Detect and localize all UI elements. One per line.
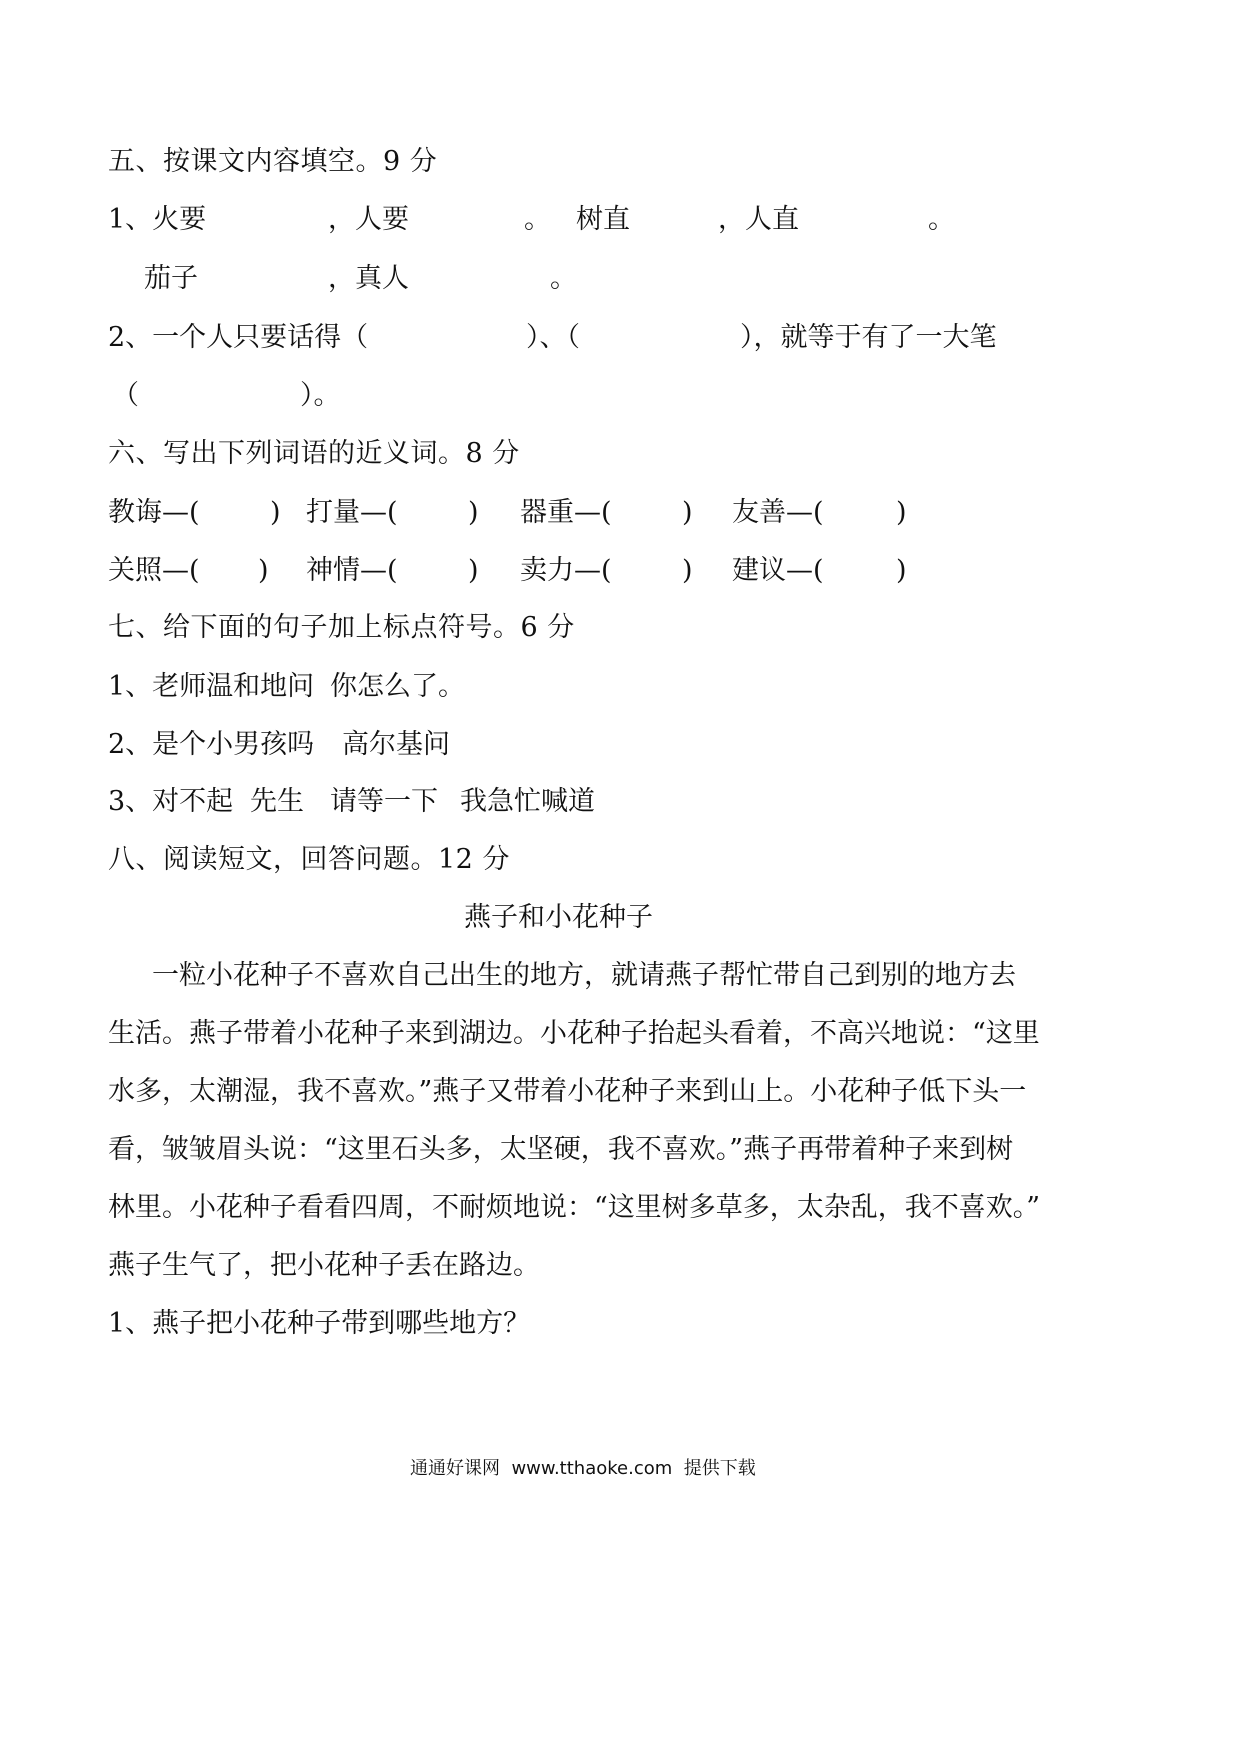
s6-row1-close3: )	[682, 497, 693, 528]
s6-row2-word2: 神情—(	[306, 555, 398, 586]
s5-q2-part-b: ）、（	[526, 322, 580, 353]
s6-row1-word1: 教诲—(	[108, 497, 200, 528]
s7-sentence3-b: 先生	[250, 786, 304, 817]
s5-q1-part-b: ，人要	[328, 204, 409, 235]
story-paragraph-line: 林里。小花种子看看四周，不耐烦地说：“这里树多草多，太杂乱，我不喜欢。”	[108, 1192, 1041, 1223]
s6-row1-word3: 器重—(	[520, 497, 612, 528]
s6-row2-close3: )	[682, 555, 693, 586]
story-paragraph-line: 一粒小花种子不喜欢自己出生的地方，就请燕子帮忙带自己到别的地方去	[152, 960, 1016, 991]
s6-row1-word2: 打量—(	[306, 497, 398, 528]
story-paragraph-line: 燕子生气了，把小花种子丢在路边。	[108, 1250, 540, 1281]
s6-row1-word4: 友善—(	[732, 497, 824, 528]
s6-row2-word1: 关照—(	[108, 555, 200, 586]
reading-question-1: 1、燕子把小花种子带到哪些地方？	[108, 1308, 531, 1339]
s5-q2-part-c: ），就等于有了一大笔	[740, 322, 997, 353]
s6-row2-close2: )	[468, 555, 479, 586]
section5-heading: 五、按课文内容填空。9 分	[108, 146, 438, 177]
story-paragraph-line: 看，皱皱眉头说：“这里石头多，太坚硬，我不喜欢。”燕子再带着种子来到树	[108, 1134, 1014, 1165]
s6-row1-close2: )	[468, 497, 479, 528]
s6-row1-close1: )	[270, 497, 281, 528]
s5-q1-line2-b: ，真人	[328, 263, 409, 294]
s5-q1-part-a: 1、火要	[108, 204, 207, 235]
story-paragraph-line: 水多，太潮湿，我不喜欢。”燕子又带着小花种子来到山上。小花种子低下头一	[108, 1076, 1027, 1107]
s5-q1-part-f: 。	[928, 204, 955, 235]
s5-q1-part-e: ，人直	[718, 204, 799, 235]
s5-q1-line2-a: 茄子	[144, 263, 198, 294]
s6-row2-close1: )	[258, 555, 269, 586]
s6-row2-close4: )	[896, 555, 907, 586]
page-footer: 通通好课网 www.tthaoke.com 提供下载	[410, 1458, 756, 1479]
s7-sentence1-a: 1、老师温和地问	[108, 671, 315, 702]
s7-sentence2-b: 高尔基问	[342, 729, 450, 760]
s7-sentence3-c: 请等一下	[330, 786, 438, 817]
story-title: 燕子和小花种子	[464, 902, 653, 933]
s5-q2-part-a: 2、一个人只要话得（	[108, 322, 369, 353]
section6-heading: 六、写出下列词语的近义词。8 分	[108, 438, 520, 469]
section8-heading: 八、阅读短文，回答问题。12 分	[108, 844, 510, 875]
s5-q2-line2-b: ）。	[300, 380, 341, 411]
s5-q1-line2-c: 。	[550, 263, 577, 294]
s7-sentence2-a: 2、是个小男孩吗	[108, 729, 315, 760]
s6-row1-close4: )	[896, 497, 907, 528]
s5-q2-line2-a: （	[112, 380, 139, 411]
s7-sentence3-a: 3、对不起	[108, 786, 234, 817]
section7-heading: 七、给下面的句子加上标点符号。6 分	[108, 612, 575, 643]
s6-row2-word4: 建议—(	[732, 555, 824, 586]
s7-sentence3-d: 我急忙喊道	[460, 786, 595, 817]
s6-row2-word3: 卖力—(	[520, 555, 612, 586]
story-paragraph-line: 生活。燕子带着小花种子来到湖边。小花种子抬起头看着，不高兴地说：“这里	[108, 1018, 1040, 1049]
s5-q1-part-d: 树直	[576, 204, 630, 235]
s7-sentence1-b: 你怎么了。	[330, 671, 465, 702]
s5-q1-part-c: 。	[524, 204, 551, 235]
